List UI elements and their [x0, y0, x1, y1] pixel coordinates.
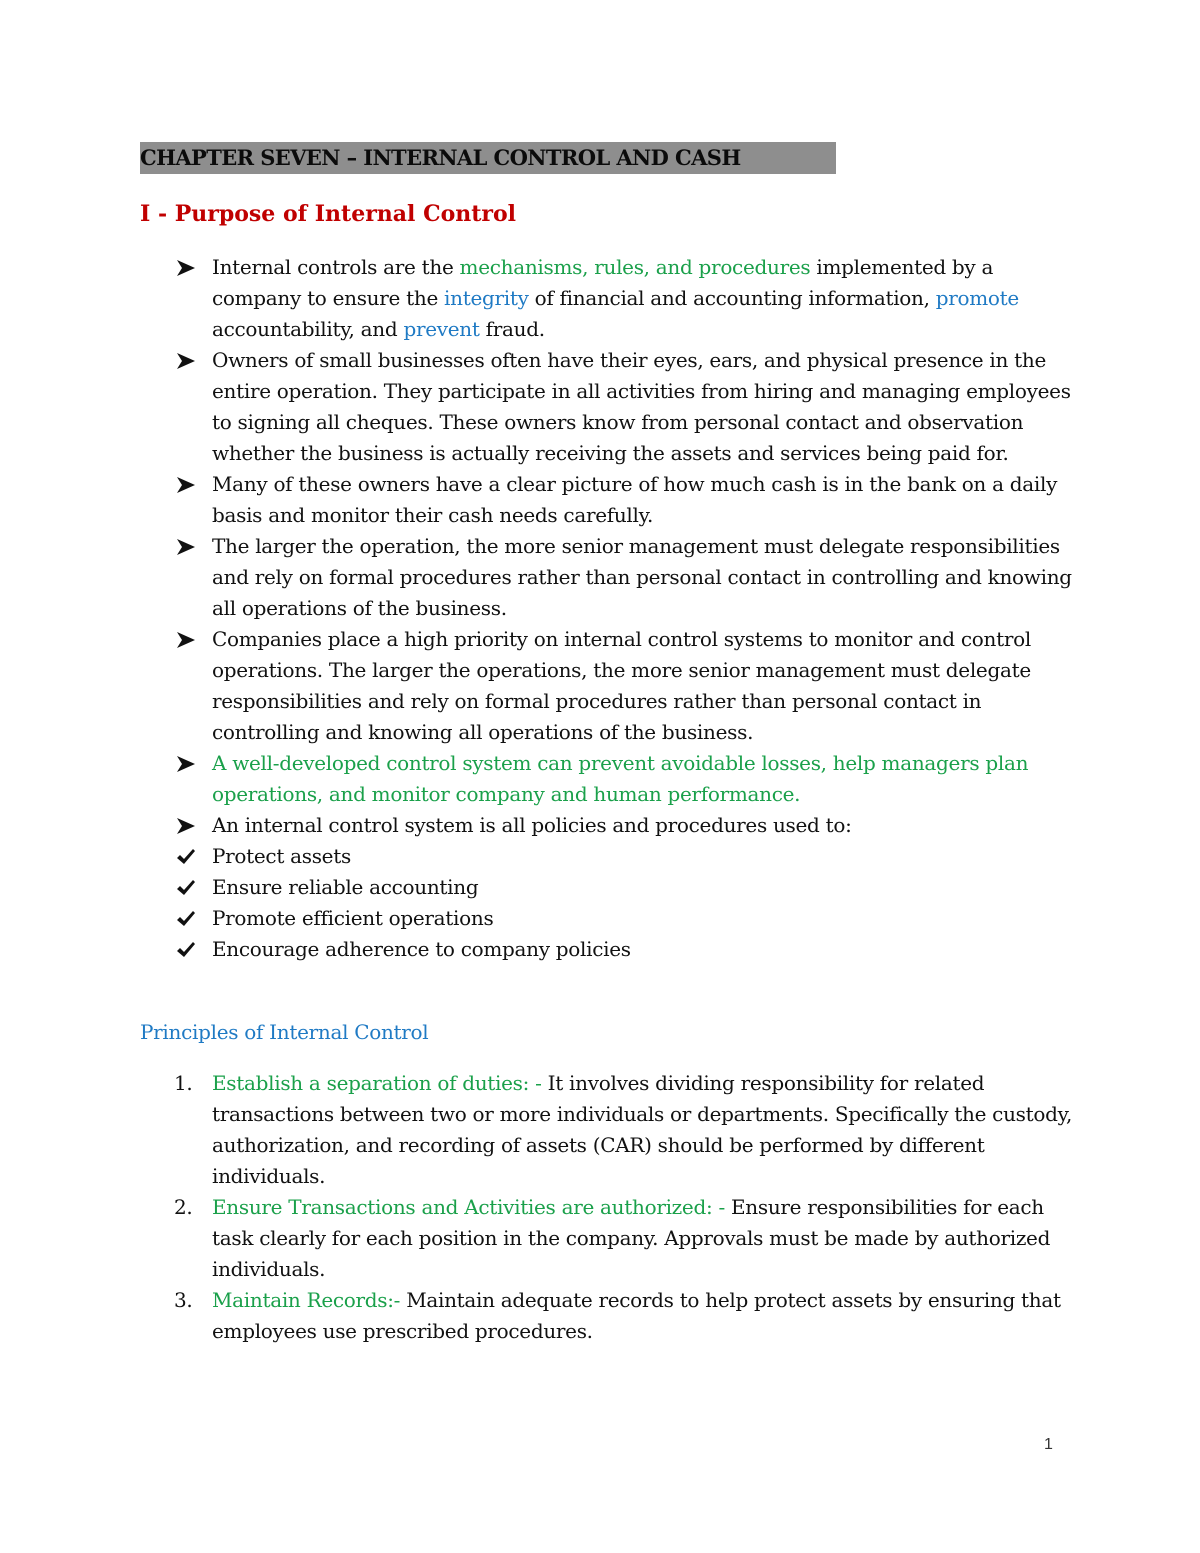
principle-body: Maintain adequate records to help protect assets by ensuring that employees use prescribed procedures. [212, 1288, 1061, 1343]
bullet-item [174, 345, 1074, 469]
checkmark-icon [174, 872, 204, 903]
bullet-text: An internal control system is all policies and procedures used to: [212, 813, 852, 837]
bullet-text: Companies place a high priority on internal control systems to monitor and control operations. The larger the operations, the more senior management must delegate responsibilities and rely on formal procedures rather than personal contact in controlling and knowing all operations of the business. [212, 627, 1031, 744]
bullet-item [174, 748, 1074, 810]
page-number: 1 [1044, 1436, 1053, 1453]
arrowhead-bullet-icon [174, 531, 204, 562]
principles-list [174, 1068, 1074, 1347]
bullet-text: Owners of small businesses often have their eyes, ears, and physical presence in the entire operation. They participate in all activities from hiring and managing employees to signing all cheques. These owners know from personal contact and observation whether the business is actually receiving the assets and services being paid for. [212, 348, 1071, 465]
bullet-text: of financial and accounting information, [528, 286, 936, 310]
bullet-text: A well-developed control system can prevent avoidable losses, help managers plan operations, and monitor company and human performance. [212, 751, 1029, 806]
principle-title: Ensure Transactions and Activities are authorized: - [212, 1195, 725, 1219]
bullet-text: mechanisms, rules, and procedures [459, 255, 811, 279]
principle-item [174, 1285, 1074, 1347]
principle-title: Establish a separation of duties: - [212, 1071, 542, 1095]
bullet-text: The larger the operation, the more senior management must delegate responsibilities and rely on formal procedures rather than personal contact in controlling and knowing all operations of the business. [212, 534, 1072, 620]
checkmark-icon [174, 841, 204, 872]
bullet-item [174, 934, 1074, 965]
bullet-item [174, 903, 1074, 934]
bullet-text: Encourage adherence to company policies [212, 937, 631, 961]
checkmark-icon [174, 934, 204, 965]
bullet-item [174, 624, 1074, 748]
principle-number: 3. [174, 1288, 193, 1312]
bullet-text: Ensure reliable accounting [212, 875, 479, 899]
bullet-text: Protect assets [212, 844, 351, 868]
bullet-text: implemented by a company to ensure the [212, 255, 994, 310]
chapter-title: CHAPTER SEVEN – INTERNAL CONTROL AND CASH [140, 142, 836, 174]
bullet-item [174, 469, 1074, 531]
arrowhead-bullet-icon [174, 810, 204, 841]
bullet-text: fraud. [479, 317, 545, 341]
principles-heading: Principles of Internal Control [140, 1020, 429, 1044]
bullet-item [174, 252, 1074, 345]
bullet-text: Internal controls are the [212, 255, 460, 279]
principle-number: 2. [174, 1195, 193, 1219]
bullet-item [174, 531, 1074, 624]
principle-body: Ensure responsibilities for each task clearly for each position in the company. Approvals must be made by authorized individuals. [212, 1195, 1051, 1281]
bullet-text: accountability, and [212, 317, 404, 341]
section-title: I - Purpose of Internal Control [140, 201, 517, 227]
arrowhead-bullet-icon [174, 469, 204, 500]
bullet-text: promote [935, 286, 1019, 310]
arrowhead-bullet-icon [174, 624, 204, 655]
bullet-text: Many of these owners have a clear picture of how much cash is in the bank on a daily basis and monitor their cash needs carefully. [212, 472, 1058, 527]
bullet-text: prevent [403, 317, 480, 341]
bullet-text: Promote efficient operations [212, 906, 494, 930]
bullet-item [174, 810, 1074, 841]
checkmark-icon [174, 903, 204, 934]
bullet-item [174, 841, 1074, 872]
arrowhead-bullet-icon [174, 345, 204, 376]
bullet-item [174, 872, 1074, 903]
principle-number: 1. [174, 1071, 193, 1095]
arrowhead-bullet-icon [174, 748, 204, 779]
principle-body: It involves dividing responsibility for related transactions between two or more individuals or departments. Specifically the custody, authorization, and recording of assets (CAR) should be performed by different individuals. [212, 1071, 1073, 1188]
bullet-text: integrity [444, 286, 529, 310]
arrowhead-bullet-icon [174, 252, 204, 283]
principle-item [174, 1068, 1074, 1192]
bullet-list [174, 252, 1074, 965]
principle-item [174, 1192, 1074, 1285]
principle-title: Maintain Records:- [212, 1288, 401, 1312]
